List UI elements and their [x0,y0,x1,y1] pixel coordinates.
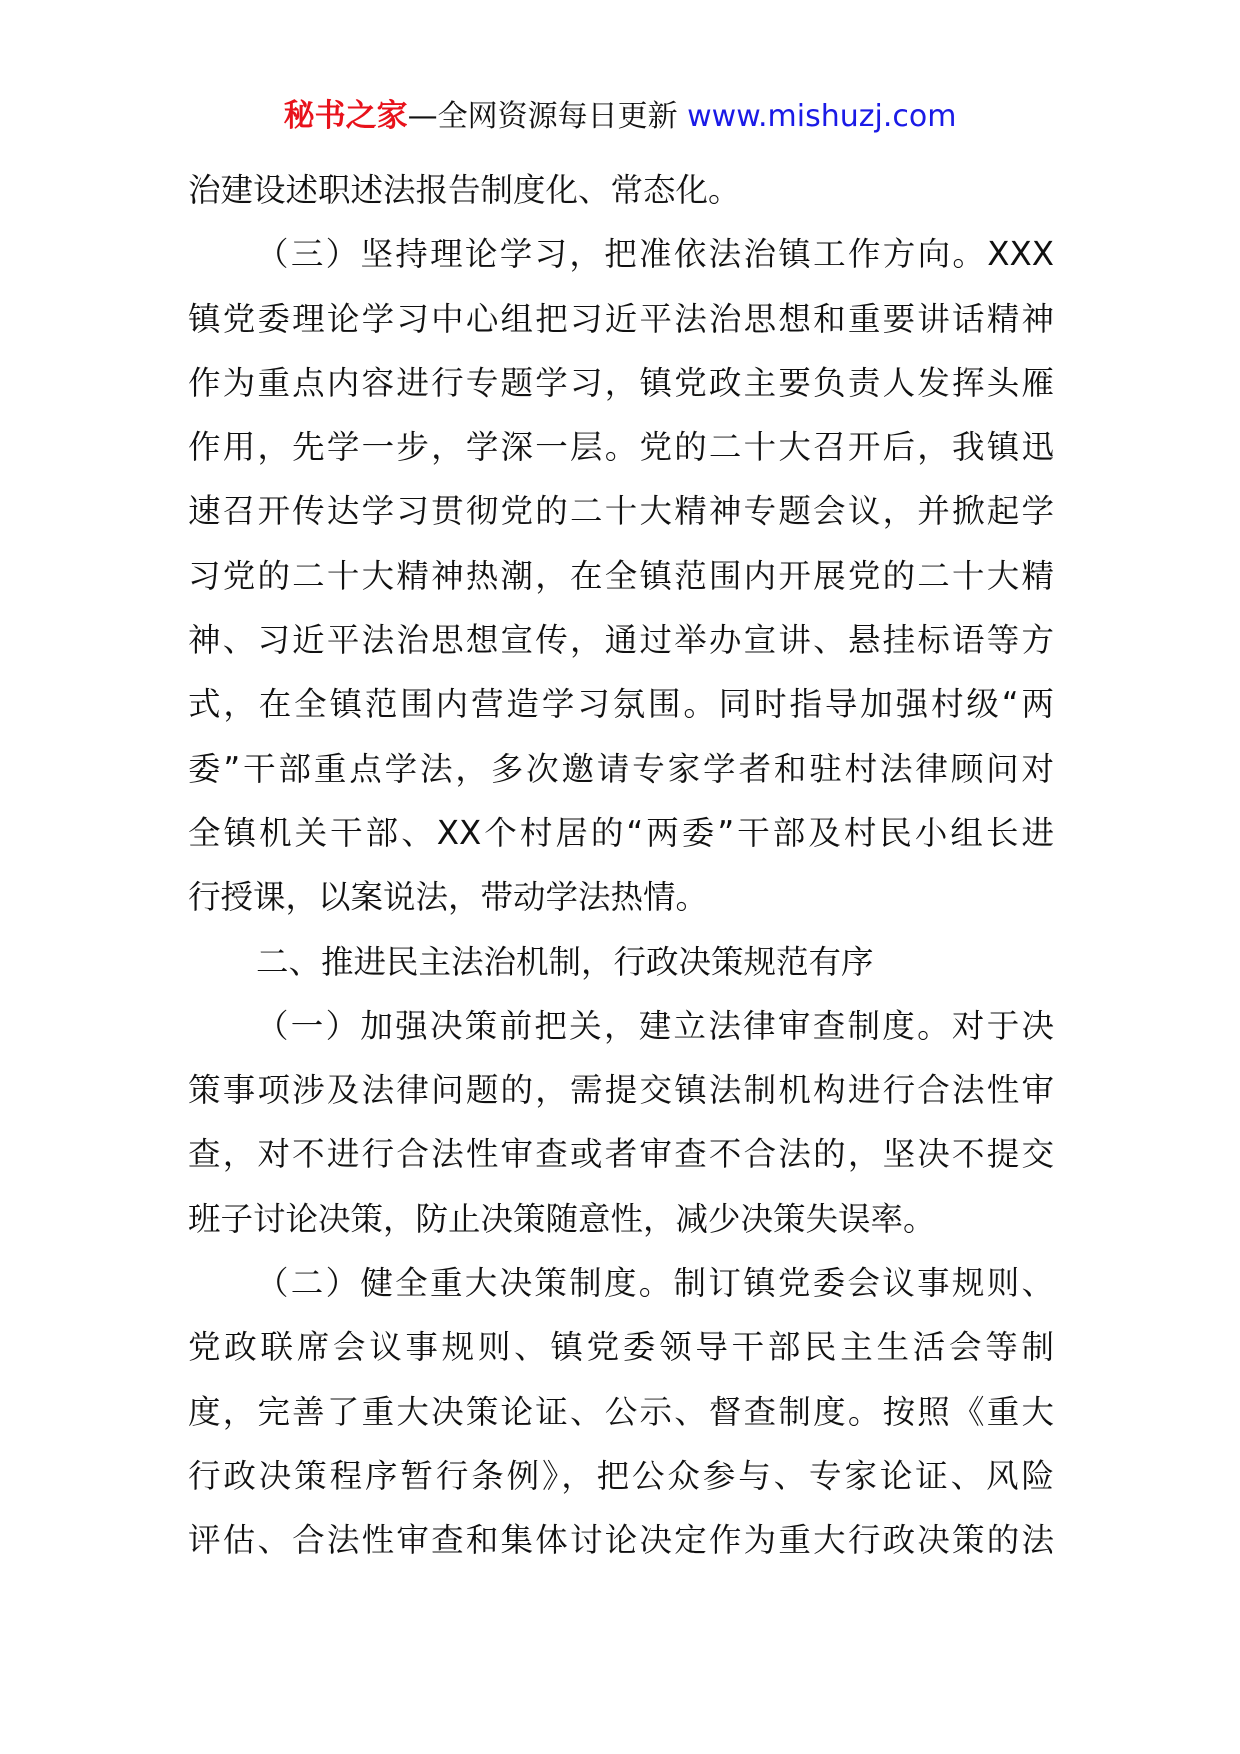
body-line: 镇党委理论学习中心组把习近平法治思想和重要讲话精神 [188,299,1054,338]
body-line: 度，完善了重大决策论证、公示、督查制度。按照《重大 [188,1392,1054,1431]
body-line: 党政联席会议事规则、镇党委领导干部民主生活会等制 [188,1328,1054,1367]
body-line: 作为重点内容进行专题学习，镇党政主要负责人发挥头雁 [188,363,1054,402]
header-tagline: —全网资源每日更新 [407,99,688,134]
body-line: 式，在全镇范围内营造学习氛围。同时指导加强村级“两 [188,685,1054,724]
body-line: （二）健全重大决策制度。制订镇党委会议事规则、 [256,1264,1054,1303]
body-line: 策事项涉及法律问题的，需提交镇法制机构进行合法性审 [188,1071,1054,1110]
body-line: 全镇机关干部、XX个村居的“两委”干部及村民小组长进 [188,813,1054,852]
body-line: 委”干部重点学法，多次邀请专家学者和驻村法律顾问对 [188,749,1054,788]
brand-name: 秘书之家 [283,98,408,134]
body-line: 行授课，以案说法，带动学法热情。 [188,878,709,917]
body-line: 评估、合法性审查和集体讨论决定作为重大行政决策的法 [188,1521,1054,1560]
document-body [188,158,1054,1573]
website-link[interactable]: www.mishuzj.com [687,99,957,134]
body-line: 行政决策程序暂行条例》，把公众参与、专家论证、风险 [188,1456,1054,1495]
body-line: （一）加强决策前把关，建立法律审查制度。对于决 [256,1006,1054,1045]
body-line: 查，对不进行合法性审查或者审查不合法的，坚决不提交 [188,1135,1054,1174]
body-line: 班子讨论决策，防止决策随意性，减少决策失误率。 [188,1199,936,1238]
body-line: 习党的二十大精神热潮，在全镇范围内开展党的二十大精 [188,556,1054,595]
body-line: 治建设述职述法报告制度化、常态化。 [188,171,741,209]
section-heading: 二、推进民主法治机制，行政决策规范有序 [256,942,874,981]
body-line: 神、习近平法治思想宣传，通过举办宣讲、悬挂标语等方 [188,621,1054,660]
body-line: 作用，先学一步，学深一层。党的二十大召开后，我镇迅 [188,428,1054,467]
body-line: （三）坚持理论学习，把准依法治镇工作方向。XXX [256,235,1054,274]
body-line: 速召开传达学习贯彻党的二十大精神专题会议，并掀起学 [188,492,1054,531]
site-header [0,96,1240,137]
